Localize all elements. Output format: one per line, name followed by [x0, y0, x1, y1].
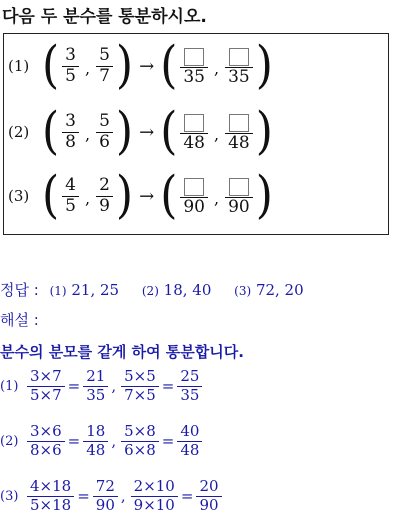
- left-paren: (: [160, 102, 178, 161]
- problem-row-2: [8, 102, 273, 161]
- left-paren: (: [160, 36, 178, 95]
- solution-label: (3): [0, 488, 19, 504]
- fraction-a: $\frac{3}{8}$: [62, 113, 79, 152]
- answer-fraction-b: 90: [225, 176, 253, 217]
- answer-item-label: (1): [49, 284, 67, 298]
- separator: ,: [111, 431, 117, 450]
- equals: =: [67, 377, 81, 396]
- arrow-icon: →: [139, 55, 155, 77]
- solution-label: (1): [0, 378, 19, 394]
- answer-item-value: 21, 25: [71, 281, 120, 299]
- fraction: $\frac{20}{90}$: [196, 479, 221, 514]
- problem-row-1: [8, 36, 273, 95]
- right-paren: ): [115, 166, 134, 225]
- fraction-b: $\frac{5}{7}$: [96, 47, 113, 86]
- answer-item-value: 72, 20: [255, 281, 304, 299]
- fraction-a: $\frac{4}{5}$: [62, 177, 79, 216]
- blank-box[interactable]: [229, 48, 249, 66]
- right-paren: ): [255, 36, 273, 95]
- blank-box[interactable]: [184, 114, 204, 132]
- left-paren: (: [160, 166, 178, 225]
- fraction: $\frac{40}{48}$: [177, 424, 202, 459]
- problem-label: (3): [8, 187, 30, 205]
- answer-fraction-a: 35: [180, 46, 208, 87]
- fraction-b: $\frac{2}{9}$: [96, 177, 113, 216]
- fraction: $\frac{72}{90}$: [93, 479, 118, 514]
- answer-item-label: (3): [234, 284, 252, 298]
- equals: =: [180, 487, 194, 506]
- fraction-a: $\frac{3}{5}$: [62, 47, 79, 86]
- answer-fraction-a: 90: [180, 176, 208, 217]
- fraction: $\frac{3\times 6}{8\times 6}$: [27, 424, 65, 459]
- fraction: $\frac{18}{48}$: [83, 424, 108, 459]
- problem-label: (2): [8, 123, 30, 141]
- answer-fraction-a: 48: [180, 112, 208, 153]
- answer-item-value: 18, 40: [163, 281, 212, 299]
- left-paren: (: [42, 102, 60, 161]
- blank-box[interactable]: [184, 178, 204, 196]
- comma: ,: [85, 189, 91, 208]
- right-paren: ): [255, 166, 273, 225]
- explanation-label: 해설 :: [0, 311, 39, 329]
- solution-label: (2): [0, 433, 19, 449]
- question-title: 다음 두 분수를 통분하시오.: [2, 7, 207, 27]
- fraction: $\frac{25}{35}$: [177, 369, 202, 404]
- comma: ,: [85, 59, 91, 78]
- problem-label: (1): [8, 57, 30, 75]
- right-paren: ): [115, 36, 134, 95]
- equals: =: [161, 432, 175, 451]
- fraction: $\frac{2\times 10}{9\times 10}$: [131, 479, 178, 514]
- solution-row-2: [0, 424, 203, 459]
- fraction: $\frac{21}{35}$: [83, 369, 108, 404]
- fraction-b: $\frac{5}{6}$: [96, 113, 113, 152]
- blank-box[interactable]: [229, 114, 249, 132]
- answer-line: [0, 279, 304, 300]
- arrow-icon: →: [139, 121, 155, 143]
- equals: =: [67, 432, 81, 451]
- answer-fraction-b: 48: [225, 112, 253, 153]
- comma: ,: [85, 125, 91, 144]
- fraction: $\frac{3\times 7}{5\times 7}$: [27, 369, 65, 404]
- solution-row-3: [0, 479, 223, 514]
- blank-box[interactable]: [184, 48, 204, 66]
- right-paren: ): [115, 102, 134, 161]
- answer-label: 정답 :: [0, 281, 39, 299]
- fraction: $\frac{4\times 18}{5\times 18}$: [27, 479, 74, 514]
- fraction: $\frac{5\times 8}{6\times 8}$: [121, 424, 159, 459]
- left-paren: (: [42, 166, 60, 225]
- explanation-text: 분수의 분모를 같게 하여 통분합니다.: [0, 343, 244, 361]
- fraction: $\frac{5\times 5}{7\times 5}$: [121, 369, 159, 404]
- separator: ,: [120, 486, 126, 505]
- equals: =: [161, 377, 175, 396]
- separator: ,: [111, 376, 117, 395]
- answer-fraction-b: 35: [225, 46, 253, 87]
- comma: ,: [214, 125, 220, 144]
- problem-row-3: [8, 166, 273, 225]
- blank-box[interactable]: [229, 178, 249, 196]
- comma: ,: [214, 189, 220, 208]
- answer-item-label: (2): [141, 284, 159, 298]
- right-paren: ): [255, 102, 273, 161]
- comma: ,: [214, 59, 220, 78]
- left-paren: (: [42, 36, 60, 95]
- equals: =: [77, 487, 90, 506]
- arrow-icon: →: [139, 185, 155, 207]
- solution-row-1: [0, 369, 203, 404]
